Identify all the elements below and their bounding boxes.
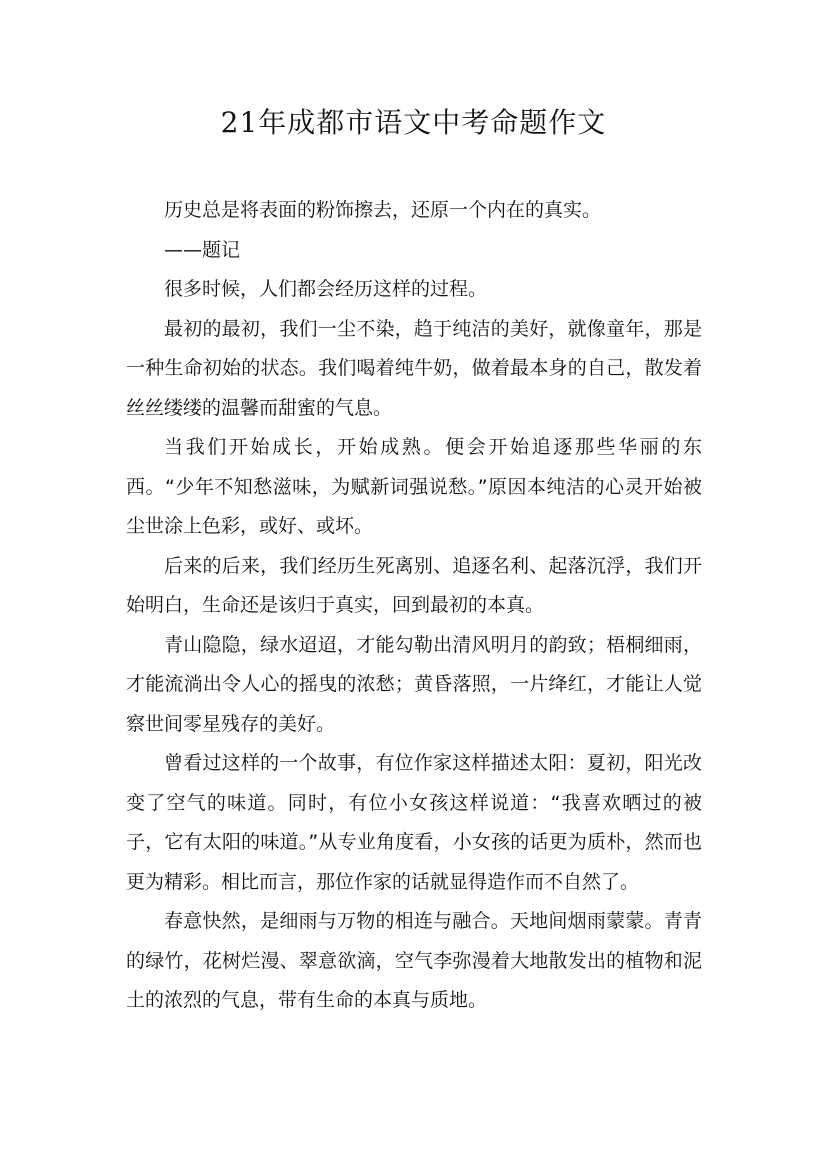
paragraph-epigraph: 历史总是将表面的粉饰擦去，还原一个内在的真实。 xyxy=(164,199,602,221)
paragraph-spring: 春意快然，是细雨与万物的相连与融合。天地间烟雨蒙蒙。青青的绿竹，花树烂漫、翠意欲滴，空气李弥漫着大地散发出的植物和泥土的浓烈的气息，带有生命的本真与质地。 xyxy=(126,910,702,1011)
paragraph-growing-up: 当我们开始成长，开始成熟。便会开始追逐那些华丽的东西。“少年不知愁滋味，为赋新词强说愁。”原因本纯洁的心灵开始被尘世涂上色彩，或好、或坏。 xyxy=(126,436,702,537)
document-title: 21年成都市语文中考命题作文 xyxy=(220,106,607,139)
paragraph-epigraph-attribution: ——题记 xyxy=(164,238,241,261)
paragraph-scenery: 青山隐隐，绿水迢迢，才能勾勒出清风明月的韵致；梧桐细雨，才能流淌出令人心的摇曳的浓愁；黄昏落照，一片绛红，才能让人觉察世间零星残存的美好。 xyxy=(126,633,702,735)
paragraph-later: 后来的后来，我们经历生死离别、追逐名利、起落沉浮，我们开始明白，生命还是该归于真实，回到最初的本真。 xyxy=(126,554,702,616)
paragraph-childhood: 最初的最初，我们一尘不染，趋于纯洁的美好，就像童年，那是一种生命初始的状态。我们喝着纯牛奶，做着最本身的自己，散发着丝丝缕缕的温馨而甜蜜的气息。 xyxy=(126,317,702,419)
document-body xyxy=(126,191,702,1021)
paragraph-intro: 很多时候，人们都会经历这样的过程。 xyxy=(164,278,488,300)
paragraph-story: 曾看过这样的一个故事，有位作家这样描述太阳：夏初，阳光改变了空气的味道。同时，有位小女孩这样说道：“我喜欢晒过的被子，它有太阳的味道。”从专业角度看，小女孩的话更为质朴，然而也更为精彩。相比而言，那位作家的话就显得造作而不自然了。 xyxy=(126,752,702,893)
